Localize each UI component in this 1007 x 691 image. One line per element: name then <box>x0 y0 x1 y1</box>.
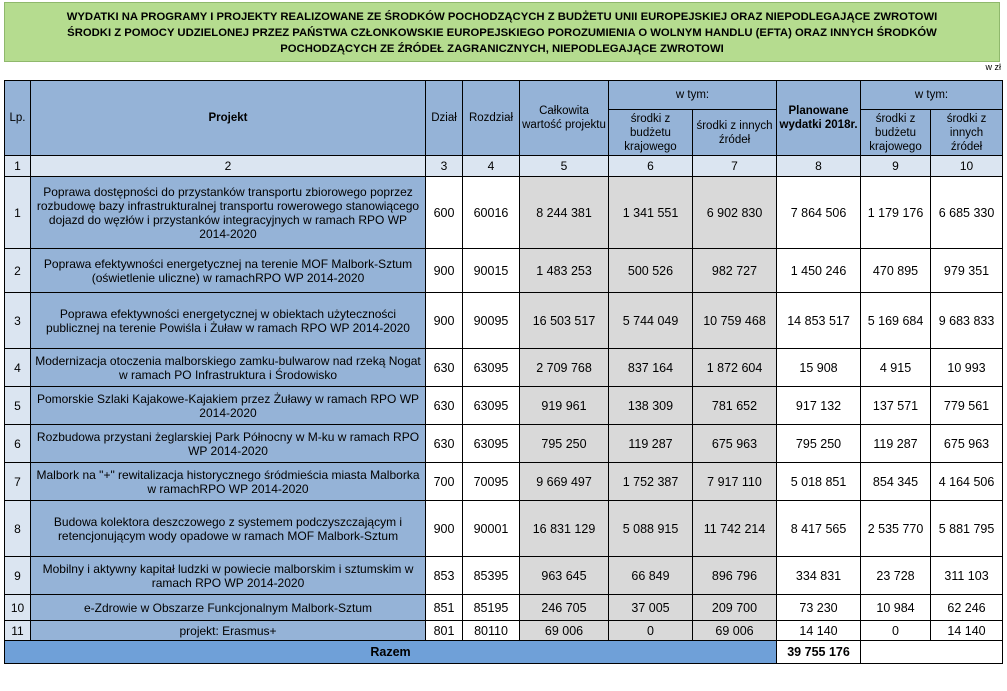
cell-inne2: 9 683 833 <box>931 293 1003 349</box>
unit-label: w zł <box>985 62 1001 72</box>
cell-inne2: 311 103 <box>931 557 1003 595</box>
header-projekt: Projekt <box>31 81 426 156</box>
cell-rozdzial: 90095 <box>463 293 520 349</box>
cell-krajowe1: 1 341 551 <box>609 177 693 249</box>
table-body <box>5 177 1003 641</box>
table-row <box>5 463 1003 501</box>
cell-inne2: 779 561 <box>931 387 1003 425</box>
cell-krajowe2: 0 <box>861 621 931 641</box>
column-number: 7 <box>693 156 777 177</box>
cell-krajowe2: 1 179 176 <box>861 177 931 249</box>
cell-projekt: Malbork na "+" rewitalizacja historycznego śródmieścia miasta Malborka w ramachRPO WP 2014-2020 <box>31 463 426 501</box>
cell-calkowita: 2 709 768 <box>520 349 609 387</box>
cell-lp: 6 <box>5 425 31 463</box>
table-row <box>5 501 1003 557</box>
cell-projekt: Poprawa dostępności do przystanków transportu zbiorowego poprzez rozbudowę bazy infrastrukturalnej transportu rowerowego stanowiącego dojazd do węzłów i przystanków integracyjnych w ramach RPO WP 2014-2020 <box>31 177 426 249</box>
cell-krajowe2: 137 571 <box>861 387 931 425</box>
cell-inne2: 675 963 <box>931 425 1003 463</box>
table-row <box>5 557 1003 595</box>
header-rozdzial: Rozdział <box>463 81 520 156</box>
cell-lp: 1 <box>5 177 31 249</box>
cell-calkowita: 16 503 517 <box>520 293 609 349</box>
cell-inne2: 6 685 330 <box>931 177 1003 249</box>
cell-dzial: 900 <box>426 501 463 557</box>
cell-lp: 11 <box>5 621 31 641</box>
cell-dzial: 900 <box>426 293 463 349</box>
cell-projekt: Poprawa efektywności energetycznej w obiektach użyteczności publicznej na terenie Powiśla i Żuław w ramach RPO WP 2014-2020 <box>31 293 426 349</box>
cell-rozdzial: 90015 <box>463 249 520 293</box>
header-w-tym-1: w tym: <box>609 81 777 110</box>
cell-calkowita: 919 961 <box>520 387 609 425</box>
total-value: 39 755 176 <box>777 641 861 664</box>
header-calkowita: Całkowita wartość projektu <box>520 81 609 156</box>
cell-inne1: 11 742 214 <box>693 501 777 557</box>
table-row <box>5 425 1003 463</box>
column-number: 6 <box>609 156 693 177</box>
cell-planowane: 14 853 517 <box>777 293 861 349</box>
cell-calkowita: 9 669 497 <box>520 463 609 501</box>
table-row <box>5 621 1003 641</box>
table-row <box>5 293 1003 349</box>
cell-projekt: e-Zdrowie w Obszarze Funkcjonalnym Malbork-Sztum <box>31 595 426 621</box>
cell-planowane: 15 908 <box>777 349 861 387</box>
header-krajowe-1: środki z budżetu krajowego <box>609 110 693 156</box>
total-blank <box>861 641 1003 664</box>
cell-rozdzial: 80110 <box>463 621 520 641</box>
cell-krajowe1: 5 088 915 <box>609 501 693 557</box>
cell-inne1: 209 700 <box>693 595 777 621</box>
cell-inne2: 14 140 <box>931 621 1003 641</box>
cell-projekt: Modernizacja otoczenia malborskiego zamku-bulwarow nad rzeką Nogat w ramach PO Infrastruktura i Środowisko <box>31 349 426 387</box>
cell-calkowita: 1 483 253 <box>520 249 609 293</box>
cell-lp: 5 <box>5 387 31 425</box>
expenses-table <box>4 80 1003 664</box>
header-inne-2: środki z innych źródeł <box>931 110 1003 156</box>
cell-lp: 2 <box>5 249 31 293</box>
cell-calkowita: 795 250 <box>520 425 609 463</box>
table-row <box>5 249 1003 293</box>
cell-calkowita: 16 831 129 <box>520 501 609 557</box>
cell-inne1: 781 652 <box>693 387 777 425</box>
header-w-tym-2: w tym: <box>861 81 1003 110</box>
column-number: 8 <box>777 156 861 177</box>
cell-rozdzial: 85195 <box>463 595 520 621</box>
cell-dzial: 900 <box>426 249 463 293</box>
column-number: 1 <box>5 156 31 177</box>
cell-dzial: 630 <box>426 349 463 387</box>
cell-planowane: 334 831 <box>777 557 861 595</box>
cell-krajowe2: 119 287 <box>861 425 931 463</box>
title-line-2: ŚRODKI Z POMOCY UDZIELONEJ PRZEZ PAŃSTWA CZŁONKOWSKIE EUROPEJSKIEGO POROZUMIENIA O WOLNYM HANDLU (EFTA) ORAZ INNYCH ŚRODKÓW <box>67 27 937 39</box>
cell-inne1: 1 872 604 <box>693 349 777 387</box>
cell-planowane: 7 864 506 <box>777 177 861 249</box>
cell-dzial: 853 <box>426 557 463 595</box>
cell-projekt: projekt: Erasmus+ <box>31 621 426 641</box>
column-number: 10 <box>931 156 1003 177</box>
cell-planowane: 5 018 851 <box>777 463 861 501</box>
cell-inne1: 6 902 830 <box>693 177 777 249</box>
cell-lp: 9 <box>5 557 31 595</box>
cell-projekt: Mobilny i aktywny kapitał ludzki w powiecie malborskim i sztumskim w ramach RPO WP 2014-2020 <box>31 557 426 595</box>
header-krajowe-2: środki z budżetu krajowego <box>861 110 931 156</box>
cell-dzial: 851 <box>426 595 463 621</box>
cell-inne2: 5 881 795 <box>931 501 1003 557</box>
cell-lp: 10 <box>5 595 31 621</box>
column-number: 2 <box>31 156 426 177</box>
column-number: 5 <box>520 156 609 177</box>
cell-inne1: 7 917 110 <box>693 463 777 501</box>
cell-dzial: 600 <box>426 177 463 249</box>
cell-krajowe1: 1 752 387 <box>609 463 693 501</box>
cell-krajowe2: 854 345 <box>861 463 931 501</box>
cell-inne2: 4 164 506 <box>931 463 1003 501</box>
table-row <box>5 177 1003 249</box>
cell-rozdzial: 70095 <box>463 463 520 501</box>
cell-projekt: Pomorskie Szlaki Kajakowe-Kajakiem przez Żuławy w ramach RPO WP 2014-2020 <box>31 387 426 425</box>
total-label: Razem <box>5 641 777 664</box>
cell-krajowe1: 5 744 049 <box>609 293 693 349</box>
cell-dzial: 630 <box>426 425 463 463</box>
cell-rozdzial: 60016 <box>463 177 520 249</box>
cell-rozdzial: 90001 <box>463 501 520 557</box>
cell-dzial: 700 <box>426 463 463 501</box>
cell-lp: 8 <box>5 501 31 557</box>
column-number-row <box>5 156 1003 177</box>
cell-projekt: Poprawa efektywności energetycznej na terenie MOF Malbork-Sztum (oświetlenie uliczne) w ramachRPO WP 2014-2020 <box>31 249 426 293</box>
cell-lp: 4 <box>5 349 31 387</box>
cell-planowane: 917 132 <box>777 387 861 425</box>
cell-inne1: 982 727 <box>693 249 777 293</box>
cell-inne2: 10 993 <box>931 349 1003 387</box>
cell-calkowita: 963 645 <box>520 557 609 595</box>
cell-inne2: 979 351 <box>931 249 1003 293</box>
cell-inne1: 896 796 <box>693 557 777 595</box>
header-dzial: Dział <box>426 81 463 156</box>
header-inne-1: środki z innych źródeł <box>693 110 777 156</box>
cell-krajowe2: 470 895 <box>861 249 931 293</box>
title-line-3: POCHODZĄCYCH ZE ŹRÓDEŁ ZAGRANICZNYCH, NIEPODLEGAJĄCE ZWROTOWI <box>280 43 724 55</box>
cell-planowane: 8 417 565 <box>777 501 861 557</box>
cell-planowane: 795 250 <box>777 425 861 463</box>
cell-rozdzial: 63095 <box>463 387 520 425</box>
cell-rozdzial: 63095 <box>463 425 520 463</box>
table-row <box>5 595 1003 621</box>
total-row <box>5 641 1003 664</box>
cell-lp: 7 <box>5 463 31 501</box>
column-number: 3 <box>426 156 463 177</box>
cell-krajowe1: 500 526 <box>609 249 693 293</box>
table-row <box>5 349 1003 387</box>
cell-dzial: 801 <box>426 621 463 641</box>
column-number: 4 <box>463 156 520 177</box>
cell-krajowe1: 0 <box>609 621 693 641</box>
column-number: 9 <box>861 156 931 177</box>
cell-lp: 3 <box>5 293 31 349</box>
cell-planowane: 14 140 <box>777 621 861 641</box>
cell-krajowe2: 4 915 <box>861 349 931 387</box>
header-planowane: Planowane wydatki 2018r. <box>777 81 861 156</box>
cell-rozdzial: 85395 <box>463 557 520 595</box>
cell-rozdzial: 63095 <box>463 349 520 387</box>
cell-projekt: Rozbudowa przystani żeglarskiej Park Północny w M-ku w ramach RPO WP 2014-2020 <box>31 425 426 463</box>
cell-krajowe1: 138 309 <box>609 387 693 425</box>
cell-krajowe2: 10 984 <box>861 595 931 621</box>
cell-projekt: Budowa kolektora deszczowego z systemem podczyszczającym i retencjonującym wody opadowe w ramach MOF Malbork-Sztum <box>31 501 426 557</box>
cell-krajowe1: 837 164 <box>609 349 693 387</box>
header-lp: Lp. <box>5 81 31 156</box>
cell-krajowe1: 119 287 <box>609 425 693 463</box>
cell-krajowe2: 23 728 <box>861 557 931 595</box>
cell-krajowe1: 37 005 <box>609 595 693 621</box>
cell-planowane: 1 450 246 <box>777 249 861 293</box>
cell-inne1: 69 006 <box>693 621 777 641</box>
title-line-1: WYDATKI NA PROGRAMY I PROJEKTY REALIZOWANE ZE ŚRODKÓW POCHODZĄCYCH Z BUDŻETU UNII EUROPEJSKIEJ ORAZ NIEPODLEGAJĄCE ZWROTOWI <box>66 11 938 23</box>
cell-krajowe2: 2 535 770 <box>861 501 931 557</box>
cell-planowane: 73 230 <box>777 595 861 621</box>
cell-calkowita: 8 244 381 <box>520 177 609 249</box>
cell-inne2: 62 246 <box>931 595 1003 621</box>
cell-calkowita: 69 006 <box>520 621 609 641</box>
cell-dzial: 630 <box>426 387 463 425</box>
cell-krajowe2: 5 169 684 <box>861 293 931 349</box>
report-title <box>4 2 1000 62</box>
cell-krajowe1: 66 849 <box>609 557 693 595</box>
cell-calkowita: 246 705 <box>520 595 609 621</box>
table-row <box>5 387 1003 425</box>
cell-inne1: 10 759 468 <box>693 293 777 349</box>
cell-inne1: 675 963 <box>693 425 777 463</box>
